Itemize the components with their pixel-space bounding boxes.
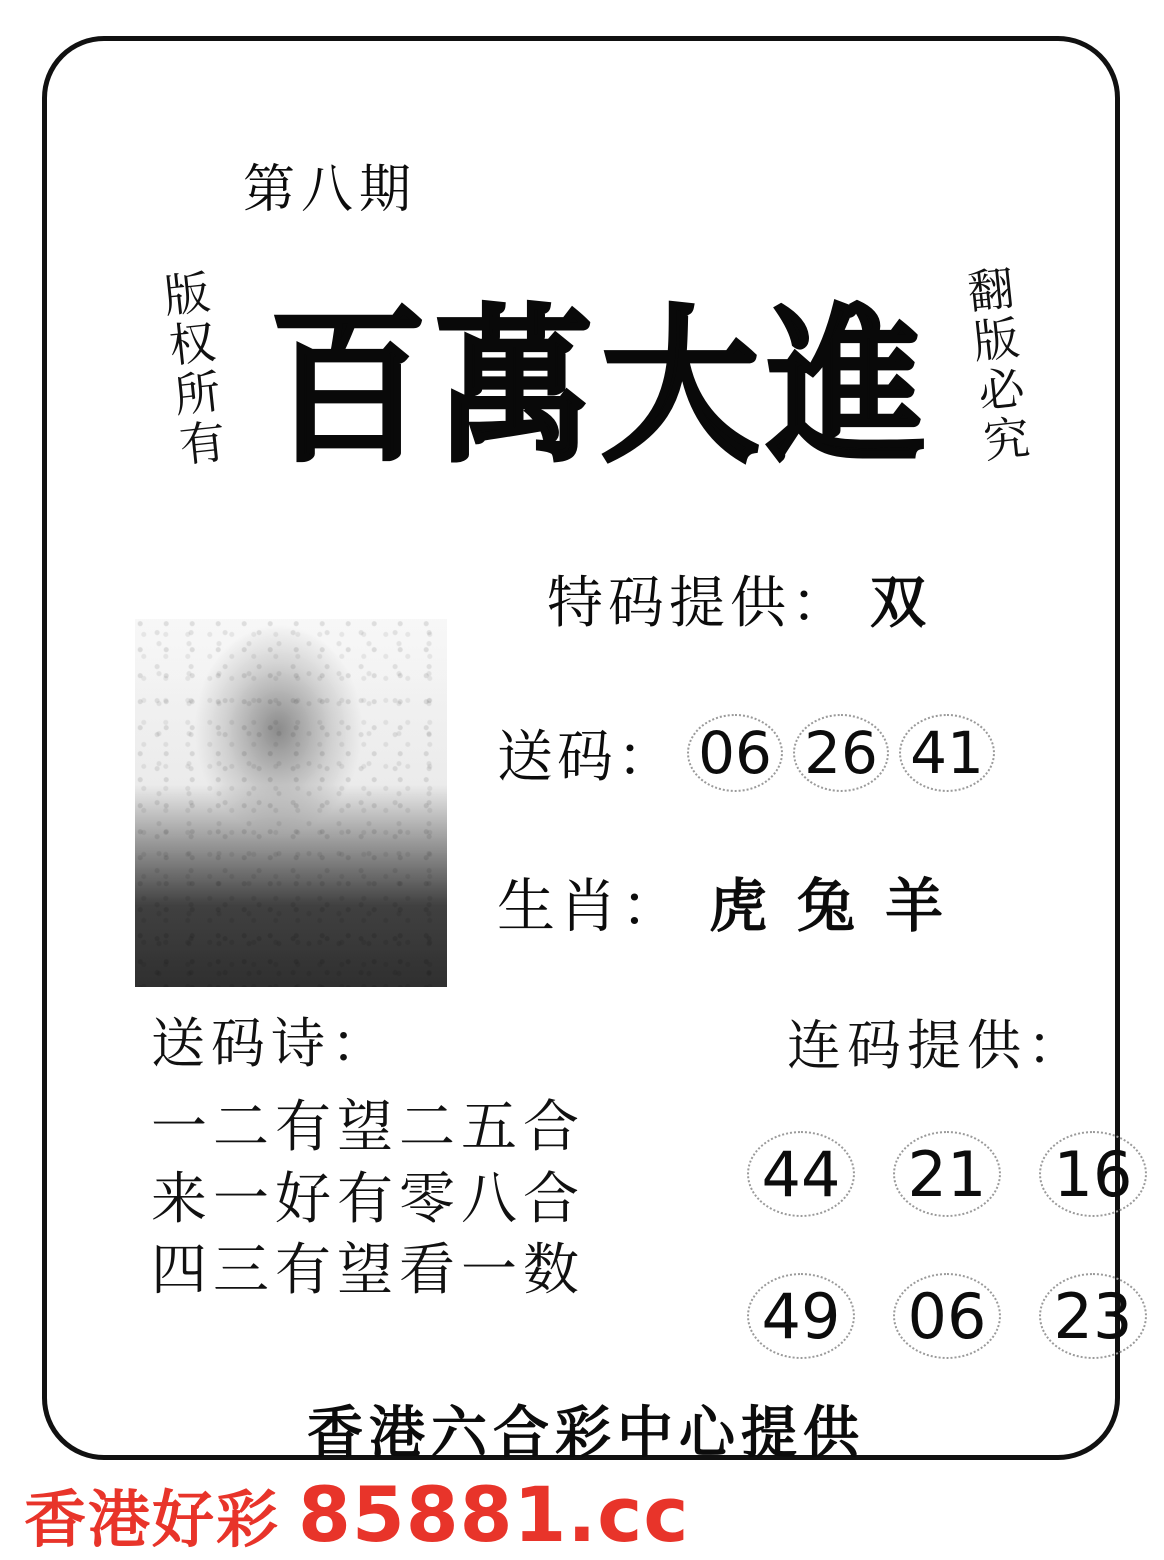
- watermark-domain: 85881.cc: [298, 1470, 690, 1559]
- lianma-ball: 49: [747, 1273, 855, 1359]
- lianma-ball-grid: [747, 1131, 1147, 1415]
- lianma-title: 连码提供：: [787, 1014, 1087, 1077]
- poem-block: [151, 1001, 585, 1307]
- zodiac-value: 羊: [885, 872, 948, 940]
- zodiac-label: 生肖：: [497, 872, 684, 940]
- copyright-left-text: 版权所有: [154, 267, 230, 472]
- special-code-value: 双: [870, 570, 931, 636]
- send-code-ball: 06: [687, 714, 783, 792]
- lianma-row: [747, 1273, 1147, 1359]
- zodiac-row: [497, 859, 947, 943]
- send-code-row: [497, 713, 995, 793]
- special-code-label: 特码提供：: [547, 571, 852, 636]
- send-code-ball: 26: [793, 714, 889, 792]
- send-code-ball: 41: [899, 714, 995, 792]
- zodiac-value: 兔: [797, 872, 860, 940]
- watermark-text: 香港好彩: [24, 1483, 281, 1556]
- lianma-ball: 23: [1039, 1273, 1147, 1359]
- poem-line: 四三有望看一数: [151, 1238, 585, 1304]
- copyright-right-text: 翻版必究: [958, 263, 1034, 468]
- lottery-card: [42, 36, 1133, 1466]
- lianma-ball: 21: [893, 1131, 1001, 1217]
- issue-number: 第八期: [243, 160, 418, 220]
- portrait-photo: [135, 619, 447, 987]
- poem-line: 来一好有零八合: [151, 1166, 585, 1232]
- special-code-line: [547, 559, 931, 639]
- lianma-ball: 06: [893, 1273, 1001, 1359]
- lianma-ball: 44: [747, 1131, 855, 1217]
- watermark: [24, 1470, 689, 1559]
- send-code-label: 送码：: [497, 725, 677, 790]
- lianma-row: [747, 1131, 1147, 1217]
- card-footer-text: 香港六合彩中心提供: [307, 1400, 865, 1466]
- zodiac-value: 虎: [709, 872, 772, 940]
- poem-title: 送码诗：: [151, 1012, 391, 1075]
- poem-line: 一二有望二五合: [151, 1095, 585, 1160]
- lianma-ball: 16: [1039, 1131, 1147, 1217]
- page-title: 百萬大進: [269, 289, 933, 486]
